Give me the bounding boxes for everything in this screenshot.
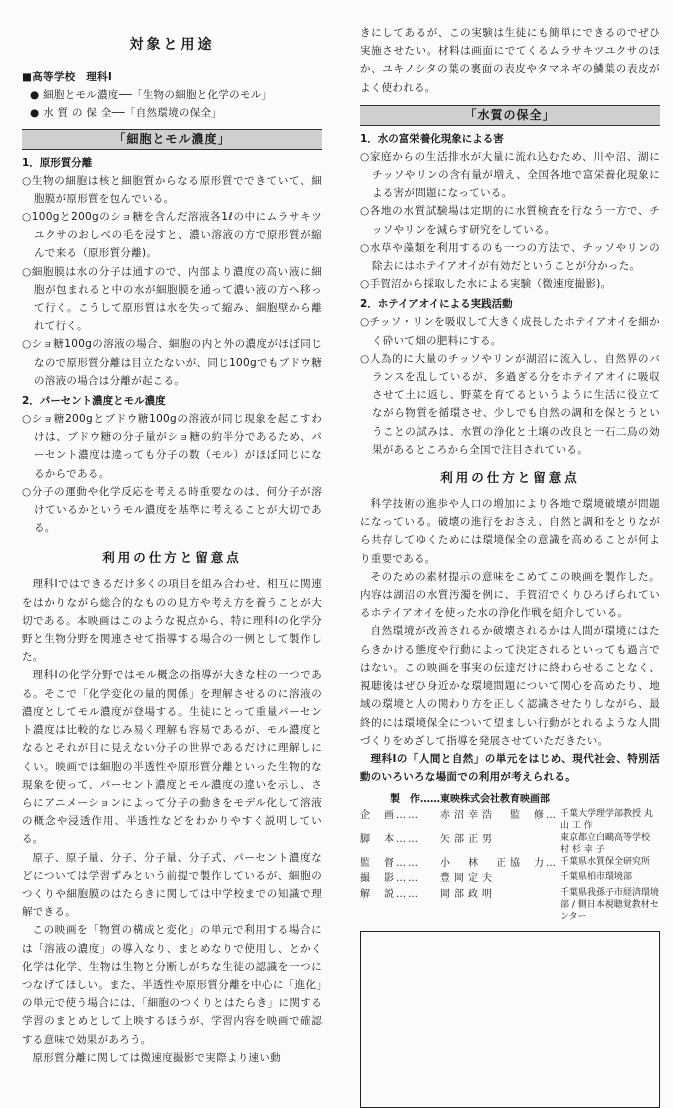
para-closing: 理科Ⅰの「人間と自然」の単元をはじめ、現代社会、特別活動のいろいろな場面での利用が考えられる。 [360, 752, 660, 784]
para-continued: きにしてあるが、この実験は生徒にも簡単にできるのでぜひ実施させたい。材料は画面にでてくるムラサキツユクサのほか、ユキノシタの葉の裏面の表皮やタマネギの鱗葉の表皮がよく使われる。 [360, 27, 660, 94]
para: そのための素材提示の意味をこめてこの映画を製作した。内容は湖沼の水質汚濁を例に、手賀沼でくりひろげられているホテイアオイを使った水の浄化作戦を紹介している。 [360, 570, 660, 620]
heading-usage-left: 利用の仕方と留意点 [102, 550, 242, 566]
para: ○手賀沼から採取した水による実験（微速度撮影)。 [360, 278, 612, 291]
left-column [22, 0, 322, 1067]
usage-item-cells: ● 細胞とモル濃度──「生物の細胞と化学のモル」 [30, 89, 273, 102]
para: ○100gと200gのショ糖を含んだ溶液各1ℓの中にムラサキツユクサのおしべの毛を浸すと、濃い溶液の方で原形質が縮んで来る（原形質分離)。 [22, 211, 322, 260]
usage-item-water: ● 水 質 の 保 全──「自然環境の保全」 [30, 107, 223, 120]
heading-plasmolysis: 1．原形質分離 [22, 156, 93, 169]
credit-row: 監 督…… 小 林 正 協 力… 千葉県水質保全研究所 [360, 856, 651, 869]
para: ○細胞膜は水の分子は通すので、内部より濃度の高い液に細胞が包まれると中の水が細胞膜を通って濃い液の方へ移って行く。こうして原形質は水を失って縮み、細胞壁から離れて行く。 [22, 265, 322, 333]
para: 理科Ⅰの化学分野ではモル概念の指導が大きな柱の一つである。そこで「化学変化の量的関係」を理解させるのに溶液の濃度としてモル濃度が登場する。生徒にとって重量パーセント濃度は比較的なじみ易く理解も容易であるが、モル濃度となるとそれが目に見えない分子の世界であるだけに理解しにくい。映画では細胞の半透性や原形質分離といった生物的な現象を使って、パーセント濃度とモル濃度の違いを示し、さらにアニメーションによって分子の動きをモデル化して溶液の概念や浸透作用、半透性などをわかりやすく説明している。 [22, 669, 322, 846]
para: ○家庭からの生活排水が大量に流れ込むため、川や沼、湖にチッソやリンの含有量が増え、全国各地で富栄養化現象による害が問題になっている。 [360, 150, 660, 200]
band-cells: 「細胞とモル濃度」 [22, 129, 322, 150]
para: 理科Ⅰではできるだけ多くの項目を組み合わせ、相互に関連をはかりながら総合的なものの見方や考え方を養うことが大切である。本映画はこのような視点から、特に理科Ⅰの化学分野と生物分野を関連させて指導する場合の一例として製作した。 [22, 578, 322, 664]
para: ○ショ糖100gの溶液の場合、細胞の内と外の濃度がほぼ同じなので原形質分離は目立たないが、同じ100gでもブドウ糖の溶液の場合は分離が起こる。 [22, 338, 322, 387]
para: 科学技術の進歩や人口の増加により各地で環境破壊が問題になっている。破壊の進行をおさえ、自然と調和をとりながら共存してゆくためには環境保全の意識を高めることが何より重要である。 [360, 498, 660, 565]
credits-production: 製 作……東映株式会社教育映画部 [390, 794, 550, 806]
para: ○人為的に大量のチッソやリンが湖沼に流入し、自然界のバランスを乱しているが、多過ぎる分をホテイアオイに吸収させて土に返し、野菜を育てるというように生活に役立てながら物質を循環させ、少しでも自然の調和を保とうということの試みは、水質の浄化と土壌の改良と一石二鳥の効果があるところから全国で注目されている。 [360, 352, 660, 456]
usage-school: ■高等学校 理科Ⅰ [22, 71, 113, 83]
credit-row: 企 画…… 赤沼幸浩 監 修… 千葉大学理学部教授 丸 山 工 作 [360, 808, 653, 831]
heading-concentration: 2．パーセント濃度とモル濃度 [22, 395, 166, 408]
heading-eutrophication: 1．水の富栄養化現象による害 [360, 132, 504, 145]
credit-row: 解 説…… 岡部政明 千葉県我孫子市経済環境部 / 側日本視聴覚教材センター [360, 887, 660, 922]
para: ○各地の水質試験場は定期的に水質検査を行なう一方で、チッソやリンを減らす研究をしている。 [360, 205, 660, 236]
credit-row: 脚 本…… 矢部正男 東京都立白鷗高等学校 村 杉 幸 子 [360, 832, 651, 855]
para: 原形質分離に関しては微速度撮影で実際より速い動 [32, 1051, 281, 1064]
empty-box [360, 931, 660, 1108]
heading-water-hyacinth: 2．ホテイアオイによる実践活動 [360, 298, 513, 311]
right-column [360, 0, 660, 1108]
para: 原子、原子量、分子、分子量、分子式、パーセント濃度などについては学習ずみという前提で製作しているが、細胞のつくりや細胞膜のはたらきに関しては中学校までの知識で理解できる。 [22, 851, 322, 919]
credit-row: 撮 影…… 豊岡定夫 千葉県柏市環境部 [360, 872, 633, 885]
para: ○水草や藻類を利用するのも一つの方法で、チッソやリンの除去にはホテイアオイが有効だということが分かった。 [360, 241, 660, 273]
para: 自然環境が改善されるか破壊されるかは人間が環境にはたらきかける態度や行動によって決定されるといっても過言ではない。この映画を事実の伝達だけに終わらせることなく、視聴後はぜひ身近かな環境問題について関心を高めたり、地域の環境と人の関わり方を正しく認識させたりしながら、最終的には環境保全について望ましい行動がとれるような人間づくりをめざして指導を発展させていただきたい。 [360, 625, 660, 747]
band-water: 「水質の保全」 [360, 105, 660, 126]
para: この映画を「物質の構成と変化」の単元で利用する場合には「溶液の濃度」の導入なり、まとめなりで使用し、とかく化学は化学、生物は生物と分断しがちな生徒の認識を一つにつなげてほしい。また、半透性や原形質分離を中心に「進化」の単元で使う場合には、「細胞のつくりとはたらき」に関する学習のまとめとして上映するほうが、学習内容を映画で確認する意味で効果があろう。 [22, 924, 322, 1046]
para: ○ショ糖200gとブドウ糖100gの溶液が同じ現象を起こすわけは、ブドウ糖の分子量がショ糖の約半分であるため、パーセント濃度は違っても分子の数（モル）がほぼ同じになるからである。 [22, 413, 322, 480]
para: ○分子の運動や化学反応を考える時重要なのは、何分子が溶けているかというモル濃度を基準に考えることが大切である。 [22, 485, 322, 535]
para: ○生物の細胞は核と細胞質からなる原形質でできていて、細胞膜が原形質を包んでいる。 [22, 174, 322, 205]
section-title-target: 対象と用途 [129, 37, 215, 53]
credits [360, 792, 660, 923]
heading-usage-right: 利用の仕方と留意点 [440, 470, 580, 486]
para: ○チッソ・リンを吸収して大きく成長したホテイアオイを細かく砕いて畑の肥料にする。 [360, 316, 660, 347]
